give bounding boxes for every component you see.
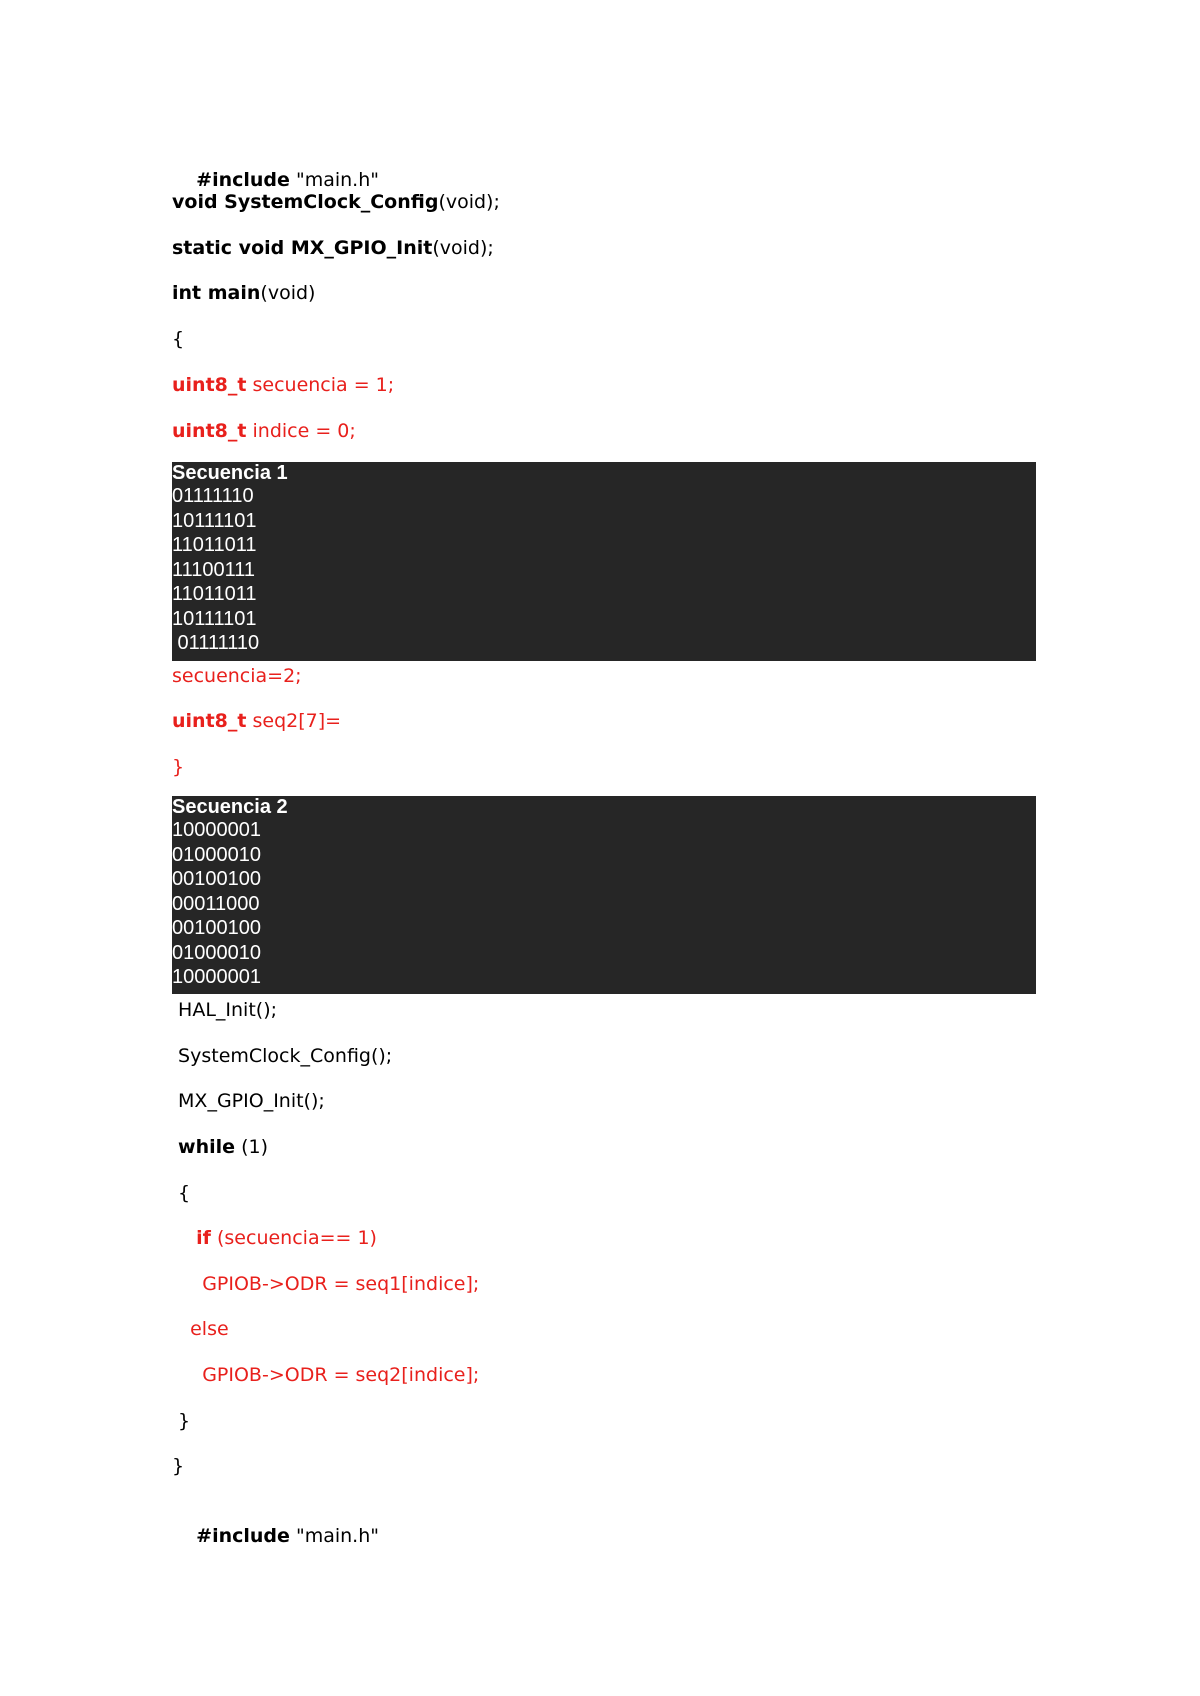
secuencia-2-row: 10000001 [172, 819, 261, 841]
secuencia-2-row: 00100100 [172, 868, 261, 890]
main-signature-name: int main [172, 282, 261, 304]
secuencia-2-row: 10000001 [172, 966, 261, 988]
secuencia-2-title: Secuencia 2 [172, 796, 288, 818]
secuencia-1-row: 10111101 [172, 607, 257, 630]
secuencia-1-row: 11011011 [172, 583, 257, 605]
decl-seq2 [172, 709, 341, 733]
secuencia-1-row: 01111110 [172, 632, 260, 654]
decl-indice-type: uint8_t [172, 420, 247, 442]
decl-seq2-rest: seq2[7]= [246, 710, 342, 732]
if-keyword: if [196, 1227, 211, 1249]
decl-secuencia-type: uint8_t [172, 374, 247, 396]
assign-secuencia: secuencia=2; [172, 665, 302, 687]
if-statement [172, 1226, 377, 1250]
if-indent [172, 1227, 196, 1249]
block-close-brace: } [172, 756, 185, 778]
while-keyword: while [178, 1136, 236, 1158]
gpio-init-call: MX_GPIO_Init(); [172, 1090, 325, 1112]
main-open-brace: { [172, 328, 185, 350]
include-line-repeat [172, 1500, 379, 1572]
clock-config-call: SystemClock_Config(); [172, 1045, 393, 1067]
secuencia-1-block [172, 462, 1036, 661]
main-signature-args: (void) [260, 282, 316, 304]
decl-secuencia [172, 373, 394, 397]
secuencia-2-row: 01000010 [172, 843, 261, 866]
loop-close-brace: } [172, 1410, 191, 1432]
secuencia-2-row: 01000010 [172, 941, 261, 964]
include-keyword-repeat: #include [196, 1525, 290, 1547]
secuencia-1-row: 11011011 [172, 534, 257, 556]
secuencia-1-row: 01111110 [172, 485, 254, 507]
prototype-gpio-args: (void); [432, 237, 494, 259]
include-file: "main.h" [295, 169, 380, 191]
hal-init-call: HAL_Init(); [172, 999, 278, 1021]
while-statement [172, 1135, 268, 1159]
prototype-systemclock-args: (void); [438, 191, 500, 213]
secuencia-1-title: Secuencia 1 [172, 462, 288, 484]
prototype-gpio-name: static void MX_GPIO_Init [172, 237, 433, 259]
if-condition: (secuencia== 1) [210, 1227, 377, 1249]
loop-open-brace: { [172, 1182, 191, 1204]
decl-seq2-type: uint8_t [172, 710, 247, 732]
prototype-gpio [172, 236, 494, 260]
decl-indice-rest: indice = 0; [246, 420, 356, 442]
assign-odr-seq2: GPIOB->ODR = seq2[indice]; [172, 1364, 480, 1386]
secuencia-1-row: 10111101 [172, 509, 257, 532]
secuencia-2-block [172, 796, 1036, 994]
secuencia-2-row: 00011000 [172, 892, 260, 915]
else-statement: else [172, 1318, 229, 1340]
include-file-repeat: "main.h" [295, 1525, 380, 1547]
include-keyword: #include [196, 169, 290, 191]
decl-secuencia-rest: secuencia = 1; [246, 374, 395, 396]
main-close-brace: } [172, 1455, 185, 1477]
assign-odr-seq1: GPIOB->ODR = seq1[indice]; [172, 1273, 480, 1295]
prototype-systemclock [172, 190, 500, 214]
secuencia-1-row: 11100111 [172, 558, 256, 581]
prototype-systemclock-name: void SystemClock_Config [172, 191, 439, 213]
decl-indice [172, 419, 356, 443]
while-condition: (1) [235, 1136, 268, 1158]
secuencia-2-row: 00100100 [172, 917, 261, 939]
main-signature [172, 281, 315, 305]
